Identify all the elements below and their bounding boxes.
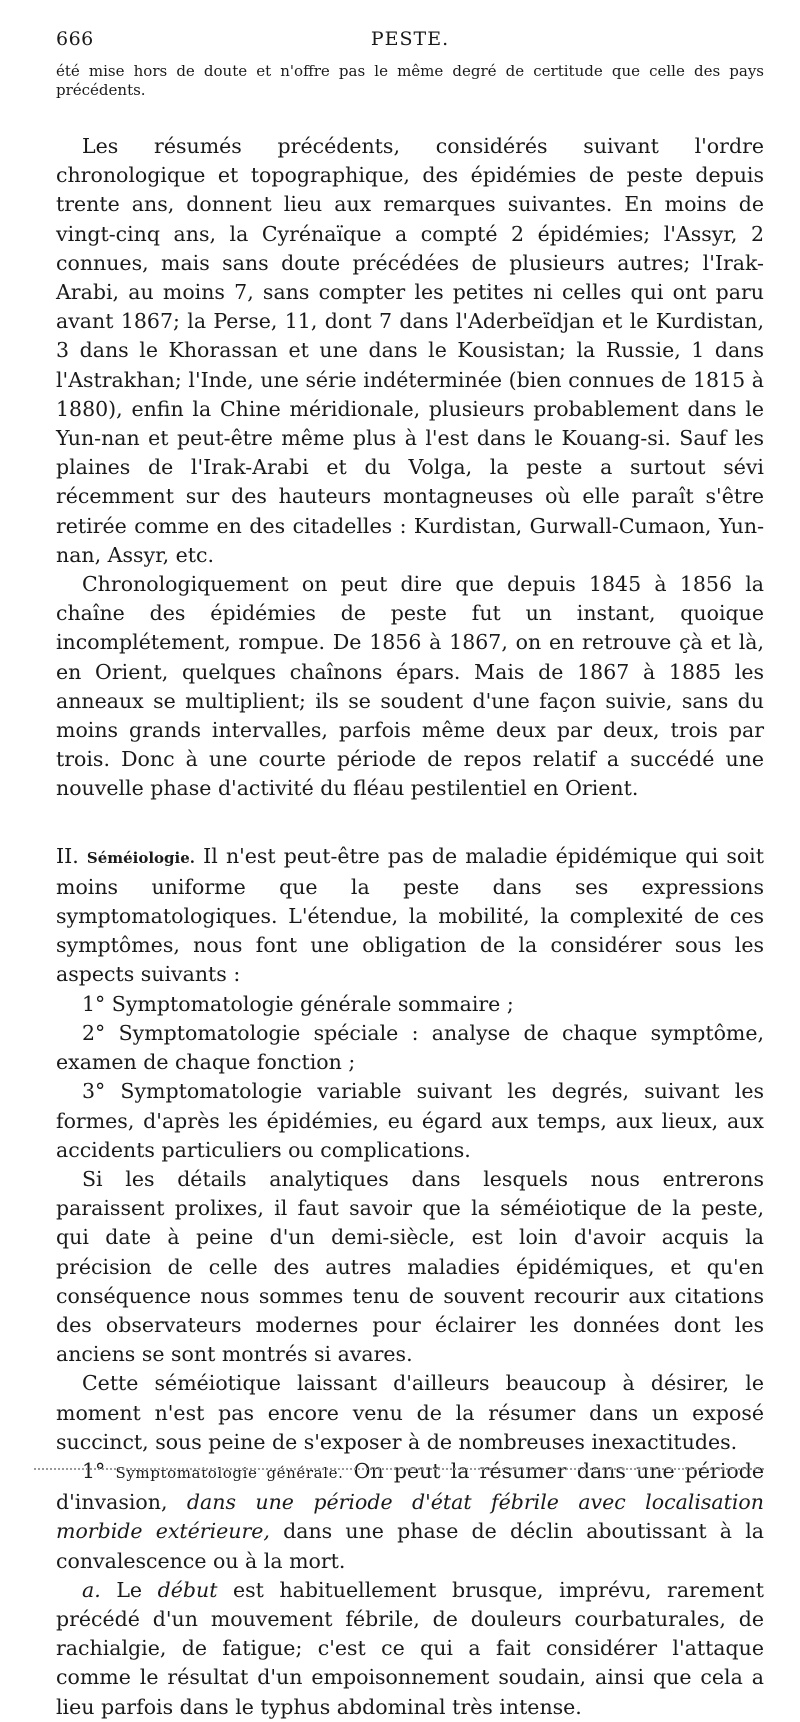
subsection-text-italic: dans une période d'état fébrile avec localisation morbide extérieure, xyxy=(56,1490,764,1544)
paragraph-summary: Les résumés précédents, considérés suivant l'ordre chronologique et topographique, des épidémies de peste depuis trente ans, donnent lieu aux remarques suivantes. En moins de vingt-cinq ans, la Cyrénaïque a compté 2 épidémies; l'Assyr, 2 connues, mais sans doute précédées de plusieurs autres; l'Irak-Arabi, au moins 7, sans compter les petites ni celles qui ont paru avant 1867; la Perse, 11, dont 7 dans l'Aderbeïdjan et le Kurdistan, 3 dans le Khorassan et une dans le Kousistan; la Russie, 1 dans l'Astrakhan; l'Inde, une série indéterminée (bien connues de 1815 à 1880), enfin la Chine méridionale, plusieurs probablement dans le Yun-nan et peut-être même plus à l'est dans le Kouang-si. Sauf les plaines de l'Irak-Arabi et du Volga, la peste a surtout sévi récemment sur des hauteurs montagneuses où elle paraît s'être retirée comme en des citadelles : Kurdistan, Gurwall-Cumaon, Yun-nan, Assyr, etc. xyxy=(56,134,764,567)
item-article: Le xyxy=(116,1577,143,1602)
running-head xyxy=(56,28,764,58)
page-number: 666 xyxy=(56,28,94,50)
footer-dotted-rule xyxy=(34,1468,764,1470)
subsection-text-b: dans une phase de déclin aboutissant à la convalescence ou à la mort. xyxy=(56,1519,764,1573)
section-title: Séméiologie. xyxy=(86,848,196,867)
section-number: II. xyxy=(56,843,79,868)
list-item-2: 2° Symptomatologie spéciale : analyse de chaque symptôme, examen de chaque fonction ; xyxy=(56,1020,764,1075)
list-item-3: 3° Symptomatologie variable suivant les degrés, suivant les formes, d'après les épidémies, eu égard aux temps, aux lieux, aux accidents particuliers ou complications. xyxy=(56,1079,764,1162)
section-semeiologie xyxy=(56,842,764,990)
item-keyword: début xyxy=(157,1577,218,1602)
subsection-text-a: On peut la résumer dans une période d'invasion, xyxy=(56,1458,764,1515)
section-intro-text: Il n'est peut-être pas de maladie épidémique qui soit moins uniforme que la peste dans ses expressions symptomatologiques. L'étendue, la mobilité, la complexité de ces symptômes, nous font une obligation de la considérer sous les aspects suivants : xyxy=(56,843,764,987)
intro-note: été mise hors de doute et n'offre pas le même degré de certitude que celle des pays précédents. xyxy=(56,62,764,99)
subsection-number: 1° xyxy=(82,1458,106,1483)
paragraph-semeiotique: Cette séméiotique laissant d'ailleurs beaucoup à désirer, le moment n'est pas encore venu de la résumer dans un exposé succinct, sous peine de s'exposer à de nombreuses inexactitudes. xyxy=(56,1371,764,1454)
item-text: est habituellement brusque, imprévu, rarement précédé d'un mouvement fébrile, de douleurs courbaturales, de rachialgie, de fatigue; c'est ce qui a fait considérer l'attaque comme le résultat d'un empoisonnement soudain, ainsi que cela a lieu parfois dans le typhus abdominal très intense. xyxy=(56,1577,764,1719)
item-letter: a. xyxy=(82,1577,101,1602)
paragraph-debut xyxy=(56,1576,764,1722)
paragraph-chronology: Chronologiquement on peut dire que depuis 1845 à 1856 la chaîne des épidémies de peste fut un instant, quoique incomplétement, rompue. De 1856 à 1867, on en retrouve çà et là, en Orient, quelques chaînons épars. Mais de 1867 à 1885 les anneaux se multiplient; ils se soudent d'une façon suivie, sans du moins grands intervalles, parfois même deux par deux, trois par trois. Donc à une courte période de repos relatif a succédé une nouvelle phase d'activité du fléau pestilentiel en Orient. xyxy=(56,572,764,801)
subsection-title: Symptomatologie générale. xyxy=(115,1463,344,1482)
running-title: PESTE. xyxy=(370,28,450,50)
list-item-1: 1° Symptomatologie générale sommaire ; xyxy=(82,991,514,1016)
paragraph-symptomatologie-generale xyxy=(56,1457,764,1576)
paragraph-details: Si les détails analytiques dans lesquels nous entrerons paraissent prolixes, il faut savoir que la séméiotique de la peste, qui date à peine d'un demi-siècle, est loin d'avoir acquis la précision de celle des autres maladies épidémiques, et qu'en conséquence nous sommes tenu de souvent recourir aux citations des observateurs modernes pour éclairer les données dont les anciens se sont montrés si avares. xyxy=(56,1166,764,1367)
